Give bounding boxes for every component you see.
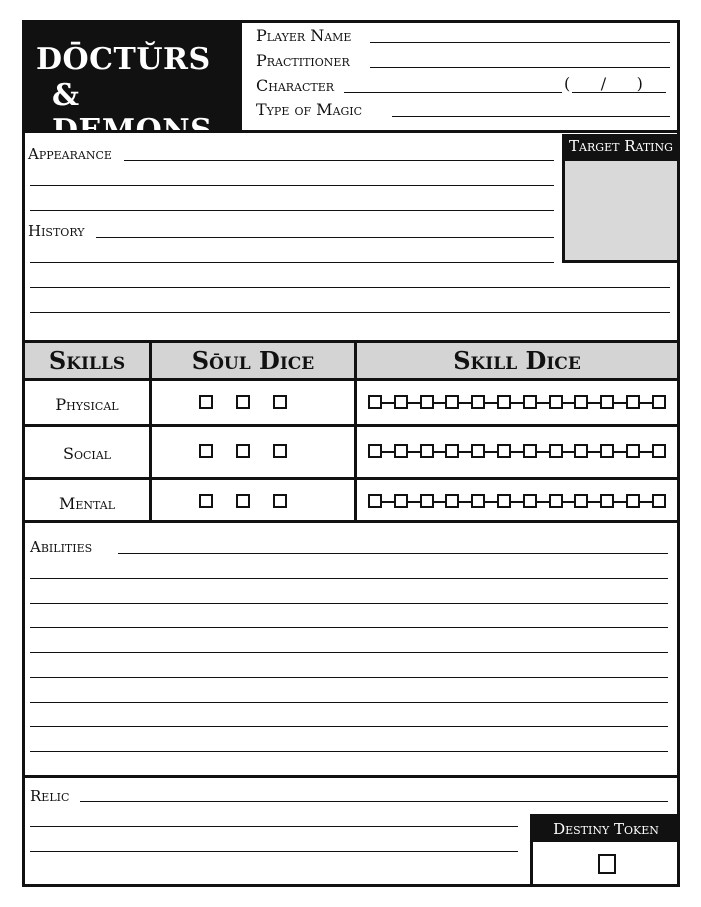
abilities-line-4[interactable]: [30, 627, 668, 628]
game-logo: [22, 20, 242, 148]
character-field[interactable]: [344, 92, 562, 93]
skill-die-mental-5[interactable]: [471, 494, 485, 508]
soul-die-social-2[interactable]: [236, 444, 250, 458]
skill-die-mental-3[interactable]: [420, 494, 434, 508]
skill-die-social-5[interactable]: [471, 444, 485, 458]
soul-die-mental-1[interactable]: [199, 494, 213, 508]
skill-die-physical-11[interactable]: [626, 395, 640, 409]
skill-die-physical-1[interactable]: [368, 395, 382, 409]
skill-die-mental-11[interactable]: [626, 494, 640, 508]
skill-row-social: Social: [63, 444, 111, 463]
skill-row-mental: Mental: [58, 494, 116, 513]
type-of-magic-field[interactable]: [392, 116, 670, 117]
relic-line-3[interactable]: [30, 851, 518, 852]
target-rating-label: Target Rating: [562, 134, 680, 158]
skill-die-social-12[interactable]: [652, 444, 666, 458]
skill-row-divider-1: [22, 424, 680, 427]
skill-die-physical-7[interactable]: [523, 395, 537, 409]
abilities-line-8[interactable]: [30, 726, 668, 727]
skills-bottom-divider: [22, 520, 680, 523]
abilities-line-3[interactable]: [30, 603, 668, 604]
type-of-magic-label: Type of Magic: [256, 100, 363, 119]
skill-die-physical-5[interactable]: [471, 395, 485, 409]
skill-die-mental-10[interactable]: [600, 494, 614, 508]
skill-die-physical-6[interactable]: [497, 395, 511, 409]
skill-die-mental-2[interactable]: [394, 494, 408, 508]
skill-die-mental-9[interactable]: [574, 494, 588, 508]
soul-die-physical-1[interactable]: [199, 395, 213, 409]
abilities-line-2[interactable]: [30, 578, 668, 579]
skill-die-mental-4[interactable]: [445, 494, 459, 508]
skills-column-header: Skills: [25, 343, 149, 379]
skill-die-social-2[interactable]: [394, 444, 408, 458]
skill-die-social-9[interactable]: [574, 444, 588, 458]
skill-die-mental-1[interactable]: [368, 494, 382, 508]
skill-row-divider-2: [22, 477, 680, 480]
skill-die-physical-8[interactable]: [549, 395, 563, 409]
soul-dice-column-header: Sōul Dice: [152, 343, 354, 379]
logo-line-1: DŌCTŬRS: [36, 42, 211, 77]
skill-die-social-1[interactable]: [368, 444, 382, 458]
skills-col-divider-1: [149, 340, 152, 522]
skill-die-mental-8[interactable]: [549, 494, 563, 508]
skill-die-physical-2[interactable]: [394, 395, 408, 409]
history-line-1[interactable]: [96, 237, 554, 238]
skills-col-divider-2: [354, 340, 357, 522]
skill-die-physical-12[interactable]: [652, 395, 666, 409]
skill-die-physical-3[interactable]: [420, 395, 434, 409]
target-rating-box[interactable]: [562, 158, 680, 263]
history-line-2[interactable]: [30, 262, 554, 263]
soul-die-physical-2[interactable]: [236, 395, 250, 409]
player-name-field[interactable]: [370, 42, 670, 43]
history-line-3[interactable]: [30, 287, 670, 288]
soul-die-mental-3[interactable]: [273, 494, 287, 508]
skill-die-social-11[interactable]: [626, 444, 640, 458]
character-suffix: ( / ): [564, 74, 643, 93]
abilities-label: Abilities: [30, 538, 93, 556]
abilities-line-9[interactable]: [30, 751, 668, 752]
relic-label: Relic: [30, 787, 70, 805]
skill-die-physical-10[interactable]: [600, 395, 614, 409]
destiny-token-frame: [530, 814, 680, 887]
history-label: History: [28, 222, 85, 240]
appearance-line-3[interactable]: [30, 210, 554, 211]
practitioner-label: Practitioner: [256, 51, 350, 70]
skill-die-social-3[interactable]: [420, 444, 434, 458]
practitioner-field[interactable]: [370, 67, 670, 68]
soul-die-social-3[interactable]: [273, 444, 287, 458]
destiny-token-checkbox[interactable]: [598, 854, 616, 874]
history-line-4[interactable]: [30, 312, 670, 313]
skill-die-mental-12[interactable]: [652, 494, 666, 508]
skill-die-social-7[interactable]: [523, 444, 537, 458]
relic-line-1[interactable]: [80, 801, 668, 802]
relic-line-2[interactable]: [30, 826, 518, 827]
skill-die-mental-7[interactable]: [523, 494, 537, 508]
soul-die-physical-3[interactable]: [273, 395, 287, 409]
skill-die-social-8[interactable]: [549, 444, 563, 458]
destiny-token-label: Destiny Token: [532, 816, 680, 842]
skills-header-divider: [22, 378, 680, 381]
abilities-line-6[interactable]: [30, 677, 668, 678]
header-divider: [22, 130, 680, 133]
abilities-line-1[interactable]: [118, 553, 668, 554]
appearance-line-2[interactable]: [30, 185, 554, 186]
skill-die-social-4[interactable]: [445, 444, 459, 458]
abilities-line-7[interactable]: [30, 702, 668, 703]
abilities-line-5[interactable]: [30, 652, 668, 653]
player-name-label: Player Name: [256, 26, 352, 45]
appearance-label: Appearance: [28, 145, 112, 163]
soul-die-mental-2[interactable]: [236, 494, 250, 508]
skill-dice-column-header: Skill Dice: [357, 343, 677, 379]
character-suffix-line[interactable]: [572, 92, 666, 93]
appearance-line-1[interactable]: [124, 160, 554, 161]
skill-die-physical-9[interactable]: [574, 395, 588, 409]
skill-die-physical-4[interactable]: [445, 395, 459, 409]
skill-die-social-10[interactable]: [600, 444, 614, 458]
character-label: Character: [256, 76, 335, 95]
soul-die-social-1[interactable]: [199, 444, 213, 458]
skill-die-social-6[interactable]: [497, 444, 511, 458]
skill-row-physical: Physical: [55, 395, 119, 414]
relic-divider: [22, 775, 680, 778]
logo-line-2: & DEMONS: [52, 78, 213, 148]
skill-die-mental-6[interactable]: [497, 494, 511, 508]
